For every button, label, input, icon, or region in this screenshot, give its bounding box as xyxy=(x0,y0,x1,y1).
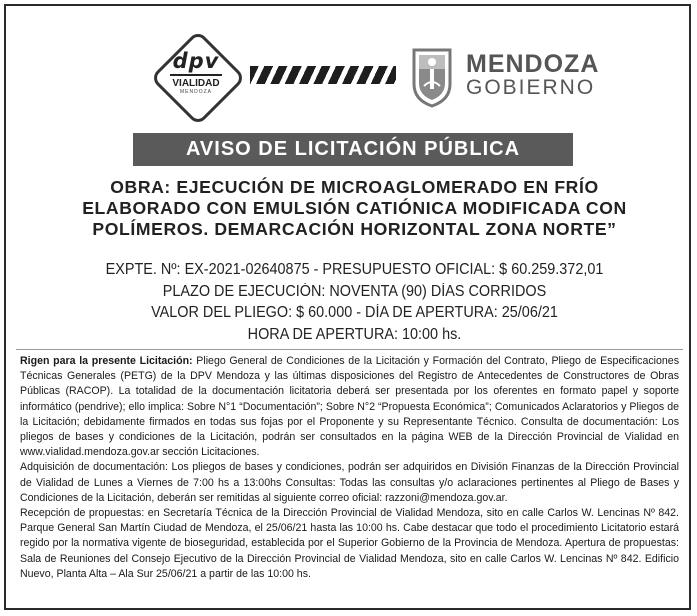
recepcion-paragraph: Recepción de propuestas: en Secretaría Técnica de la Dirección Provincial de Vialidad Mendoza, sito en calle Carlos W. Lencinas Nº 842. Parque General San Martín Ciudad de Mendoza, el 25/06/21 hasta las 10:00 hs. Cabe destacar que todo el procedimiento Licitatorio estará regido por la normativa vigente de bioseguridad, establecida por el Superior Gobierno de la Provincia de Mendoza. Apertura de propuestas: Sala de Reuniones del Consejo Ejecutivo de la Dirección Provincial de Vialidad Mendoza, sito en calle Carlos W. Lencinas Nº 842. Edificio Nuevo, Planta Alta – Ala Sur 25/06/21 a partir de las 10:00 hs. xyxy=(20,507,679,580)
dpv-logo xyxy=(142,50,250,96)
obra-title-line: POLÍMEROS. DEMARCACIÓN HORIZONTAL ZONA NORTE” xyxy=(92,219,617,239)
expediente-line: EXPTE. Nº: EX-2021-02640875 - PRESUPUESTO OFICIAL: $ 60.259.372,01 xyxy=(105,261,604,278)
notice-body xyxy=(20,354,679,582)
gov-logo-subtitle: GOBIERNO xyxy=(466,76,596,99)
rigen-label: Rigen para la presente Licitación: xyxy=(20,355,193,367)
section-divider xyxy=(16,349,683,350)
header-logos xyxy=(6,6,689,124)
hora-apertura-line: HORA DE APERTURA: 10:00 hs. xyxy=(247,325,462,343)
adquisicion-paragraph: Adquisición de documentación: Los pliegos de bases y condiciones, podrán ser adquiridos en División Finanzas de la Dirección Provincial de Vialidad de Lunes a Viernes de 7:00 hs a 13:00hs Consultas: Todas las consultas y/o aclaraciones pertinentes al Pliego de Bases y Condiciones de la Licitación, deberán ser remitidas al siguiente correo oficial: razzoni@mendoza.gov.ar. xyxy=(20,461,679,504)
notice-frame xyxy=(4,4,691,610)
obra-title-line: ELABORADO CON EMULSIÓN CATIÓNICA MODIFICADA CON xyxy=(82,198,627,218)
rigen-text: Pliego General de Condiciones de la Licitación y Formación del Contrato, Pliego de Especificaciones Técnicas Generales (PETG) de la DPV Mendoza y las últimas disposiciones del Registro de Antecedentes de Constructores de Obras Públicas (RACOP). La totalidad de la documentación licitatoria deberá ser presentada por los oferentes en formato papel y soporte informático (pendrive); ello implica: Sobre N°1 “Documentación”; Sobre N°2 “Propuesta Económica”; Comunicados Aclaratorios y Pliegos de la Licitación; debidamente firmados en todas sus fojas por el Proponente y su Representante Técnico. Consulta de documentación: Los pliegos de bases y condiciones de la Licitación, podrán ser consultados en la página WEB de la Dirección Provincial de Vialidad en www.vialidad.mendoza.gov.ar sección Licitaciones. xyxy=(20,355,679,459)
obra-title xyxy=(26,177,683,240)
dpv-logo-subtitle: MENDOZA xyxy=(180,89,212,95)
notice-info xyxy=(26,259,683,345)
valor-pliego-line: VALOR DEL PLIEGO: $ 60.000 - DÍA DE APERTURA: 25/06/21 xyxy=(151,304,558,321)
dpv-logo-divider xyxy=(170,74,222,76)
decorative-stripes xyxy=(250,66,396,84)
notice-banner: AVISO DE LICITACIÓN PÚBLICA xyxy=(133,133,573,166)
dpv-logo-name: VIALIDAD xyxy=(172,78,220,89)
dpv-logo-mark: dpv xyxy=(172,49,220,73)
obra-title-line: OBRA: EJECUCIÓN DE MICROAGLOMERADO EN FRÍO xyxy=(110,177,599,197)
mendoza-shield-icon xyxy=(410,46,454,108)
rigen-paragraph xyxy=(20,354,679,460)
plazo-line: PLAZO DE EJECUCIÓN: NOVENTA (90) DÍAS CORRIDOS xyxy=(162,282,547,300)
gov-logo-title: MENDOZA xyxy=(466,50,600,78)
